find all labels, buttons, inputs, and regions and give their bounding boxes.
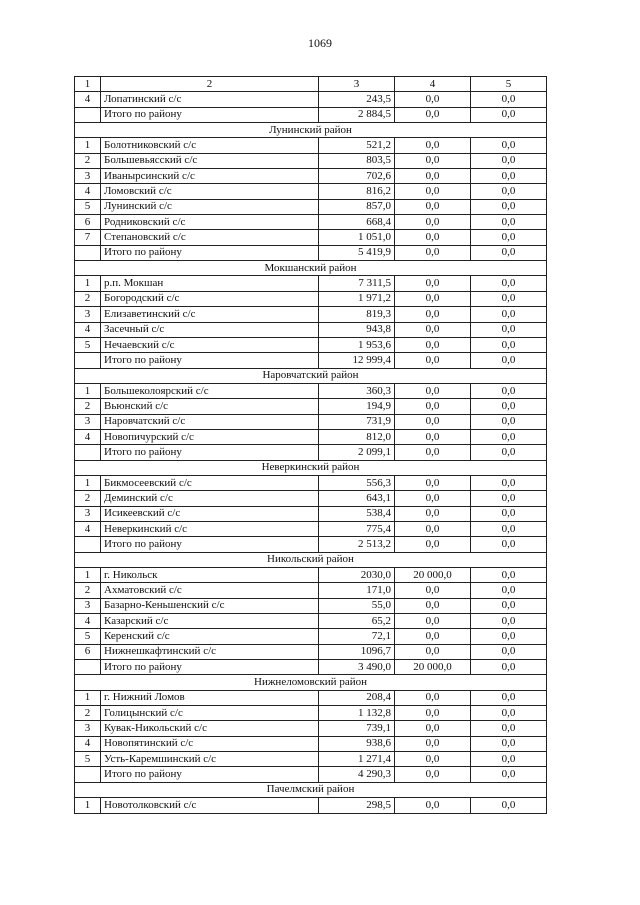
settlement-name: Новотолковский с/с	[101, 798, 319, 813]
column-3-value: 556,3	[319, 475, 395, 490]
row-number: 2	[75, 291, 101, 306]
column-4-value: 0,0	[395, 429, 471, 444]
column-4-value: 0,0	[395, 322, 471, 337]
district-heading: Пачелмский район	[75, 782, 547, 797]
settlement-name: Лопатинский с/с	[101, 92, 319, 107]
column-3-value: 739,1	[319, 721, 395, 736]
column-5-value: 0,0	[471, 798, 547, 813]
district-heading-row	[75, 460, 547, 475]
district-total-row	[75, 660, 547, 675]
settlement-name: Неверкинский с/с	[101, 521, 319, 536]
column-3-value: 731,9	[319, 414, 395, 429]
column-4-value: 0,0	[395, 291, 471, 306]
row-number: 3	[75, 721, 101, 736]
column-number-row	[75, 77, 547, 92]
settlement-name: р.п. Мокшан	[101, 276, 319, 291]
row-number: 2	[75, 153, 101, 168]
district-heading-row	[75, 261, 547, 276]
column-3-value: 1 971,2	[319, 291, 395, 306]
row-number: 5	[75, 752, 101, 767]
column-4-value: 0,0	[395, 537, 471, 552]
table-row	[75, 138, 547, 153]
settlement-name: Исикеевский с/с	[101, 506, 319, 521]
row-number: 3	[75, 169, 101, 184]
column-4-value: 0,0	[395, 598, 471, 613]
settlement-name: Вьюнский с/с	[101, 399, 319, 414]
table-row	[75, 291, 547, 306]
column-5-value: 0,0	[471, 92, 547, 107]
column-5-value: 0,0	[471, 690, 547, 705]
settlement-name: Болотниковский с/с	[101, 138, 319, 153]
table-row	[75, 568, 547, 583]
settlement-name: Бикмосеевский с/с	[101, 475, 319, 490]
column-number: 5	[471, 77, 547, 92]
column-3-value: 65,2	[319, 614, 395, 629]
column-3-value: 643,1	[319, 491, 395, 506]
district-heading: Наровчатский район	[75, 368, 547, 383]
row-number	[75, 107, 101, 122]
row-number: 2	[75, 706, 101, 721]
column-4-value: 0,0	[395, 736, 471, 751]
column-3-value: 3 490,0	[319, 660, 395, 675]
column-number: 3	[319, 77, 395, 92]
table-row	[75, 583, 547, 598]
settlement-name: Итого по району	[101, 445, 319, 460]
row-number: 3	[75, 506, 101, 521]
column-5-value: 0,0	[471, 629, 547, 644]
column-5-value: 0,0	[471, 521, 547, 536]
row-number	[75, 445, 101, 460]
column-3-value: 4 290,3	[319, 767, 395, 782]
column-3-value: 360,3	[319, 383, 395, 398]
column-4-value: 0,0	[395, 798, 471, 813]
column-5-value: 0,0	[471, 107, 547, 122]
row-number: 2	[75, 491, 101, 506]
district-total-row	[75, 445, 547, 460]
settlement-name: Родниковский с/с	[101, 215, 319, 230]
row-number: 1	[75, 475, 101, 490]
district-total-row	[75, 107, 547, 122]
table-row	[75, 491, 547, 506]
column-3-value: 171,0	[319, 583, 395, 598]
column-4-value: 0,0	[395, 169, 471, 184]
column-5-value: 0,0	[471, 752, 547, 767]
column-4-value: 0,0	[395, 690, 471, 705]
column-5-value: 0,0	[471, 138, 547, 153]
table-row	[75, 307, 547, 322]
column-4-value: 0,0	[395, 199, 471, 214]
settlement-name: Ломовский с/с	[101, 184, 319, 199]
district-heading-row	[75, 552, 547, 567]
table-row	[75, 429, 547, 444]
column-4-value: 0,0	[395, 337, 471, 352]
settlement-name: Базарно-Кеньшенский с/с	[101, 598, 319, 613]
column-3-value: 72,1	[319, 629, 395, 644]
column-5-value: 0,0	[471, 445, 547, 460]
settlement-name: Деминский с/с	[101, 491, 319, 506]
settlement-name: Наровчатский с/с	[101, 414, 319, 429]
settlement-name: Усть-Каремшинский с/с	[101, 752, 319, 767]
settlement-name: Итого по району	[101, 353, 319, 368]
column-4-value: 0,0	[395, 506, 471, 521]
table-row	[75, 92, 547, 107]
column-5-value: 0,0	[471, 153, 547, 168]
settlement-name: Большеколоярский с/с	[101, 383, 319, 398]
row-number: 7	[75, 230, 101, 245]
column-5-value: 0,0	[471, 383, 547, 398]
page-number: 1069	[308, 36, 332, 50]
table-row	[75, 614, 547, 629]
column-4-value: 0,0	[395, 721, 471, 736]
column-3-value: 812,0	[319, 429, 395, 444]
table-row	[75, 199, 547, 214]
row-number: 4	[75, 614, 101, 629]
column-5-value: 0,0	[471, 598, 547, 613]
row-number: 4	[75, 322, 101, 337]
column-3-value: 538,4	[319, 506, 395, 521]
column-3-value: 12 999,4	[319, 353, 395, 368]
column-4-value: 0,0	[395, 215, 471, 230]
table-row	[75, 706, 547, 721]
settlement-name: Новопятинский с/с	[101, 736, 319, 751]
district-heading-row	[75, 782, 547, 797]
table-row	[75, 598, 547, 613]
row-number: 3	[75, 307, 101, 322]
row-number: 1	[75, 568, 101, 583]
settlement-name: Итого по району	[101, 767, 319, 782]
row-number	[75, 353, 101, 368]
row-number: 4	[75, 429, 101, 444]
column-3-value: 702,6	[319, 169, 395, 184]
settlement-name: Ахматовский с/с	[101, 583, 319, 598]
table-row	[75, 399, 547, 414]
column-4-value: 0,0	[395, 245, 471, 260]
district-total-row	[75, 353, 547, 368]
row-number: 2	[75, 399, 101, 414]
row-number: 5	[75, 629, 101, 644]
column-3-value: 819,3	[319, 307, 395, 322]
settlement-name: Керенский с/с	[101, 629, 319, 644]
column-3-value: 1 271,4	[319, 752, 395, 767]
district-heading: Мокшанский район	[75, 261, 547, 276]
table-row	[75, 337, 547, 352]
column-4-value: 0,0	[395, 644, 471, 659]
row-number: 6	[75, 215, 101, 230]
column-3-value: 1 953,6	[319, 337, 395, 352]
column-3-value: 668,4	[319, 215, 395, 230]
settlement-name: Казарский с/с	[101, 614, 319, 629]
column-3-value: 2030,0	[319, 568, 395, 583]
column-3-value: 1 132,8	[319, 706, 395, 721]
district-total-row	[75, 245, 547, 260]
column-5-value: 0,0	[471, 215, 547, 230]
district-heading-row	[75, 123, 547, 138]
column-5-value: 0,0	[471, 644, 547, 659]
column-4-value: 0,0	[395, 153, 471, 168]
column-4-value: 0,0	[395, 475, 471, 490]
column-3-value: 5 419,9	[319, 245, 395, 260]
column-4-value: 0,0	[395, 767, 471, 782]
column-4-value: 0,0	[395, 307, 471, 322]
district-total-row	[75, 767, 547, 782]
row-number: 4	[75, 92, 101, 107]
column-5-value: 0,0	[471, 706, 547, 721]
settlement-name: Нечаевский с/с	[101, 337, 319, 352]
settlement-name: Итого по району	[101, 107, 319, 122]
column-3-value: 1 051,0	[319, 230, 395, 245]
column-4-value: 0,0	[395, 276, 471, 291]
column-3-value: 803,5	[319, 153, 395, 168]
row-number: 4	[75, 521, 101, 536]
column-3-value: 208,4	[319, 690, 395, 705]
settlement-name: Иванырсинский с/с	[101, 169, 319, 184]
column-number: 1	[75, 77, 101, 92]
row-number: 1	[75, 690, 101, 705]
column-number: 4	[395, 77, 471, 92]
row-number	[75, 245, 101, 260]
table-row	[75, 644, 547, 659]
column-3-value: 298,5	[319, 798, 395, 813]
column-4-value: 0,0	[395, 414, 471, 429]
column-5-value: 0,0	[471, 660, 547, 675]
column-5-value: 0,0	[471, 721, 547, 736]
table-row	[75, 629, 547, 644]
district-heading: Нижнеломовский район	[75, 675, 547, 690]
column-3-value: 243,5	[319, 92, 395, 107]
settlement-name: Нижнешкафтинский с/с	[101, 644, 319, 659]
column-5-value: 0,0	[471, 614, 547, 629]
row-number: 4	[75, 184, 101, 199]
column-4-value: 0,0	[395, 230, 471, 245]
column-4-value: 0,0	[395, 752, 471, 767]
row-number: 2	[75, 583, 101, 598]
column-5-value: 0,0	[471, 337, 547, 352]
column-4-value: 0,0	[395, 92, 471, 107]
row-number: 1	[75, 798, 101, 813]
row-number	[75, 660, 101, 675]
column-3-value: 943,8	[319, 322, 395, 337]
column-5-value: 0,0	[471, 475, 547, 490]
column-3-value: 2 099,1	[319, 445, 395, 460]
column-5-value: 0,0	[471, 491, 547, 506]
settlement-name: г. Нижний Ломов	[101, 690, 319, 705]
settlement-name: Итого по району	[101, 245, 319, 260]
table-row	[75, 169, 547, 184]
table-row	[75, 383, 547, 398]
table-row	[75, 153, 547, 168]
column-4-value: 0,0	[395, 353, 471, 368]
column-3-value: 7 311,5	[319, 276, 395, 291]
column-4-value: 20 000,0	[395, 660, 471, 675]
column-4-value: 0,0	[395, 629, 471, 644]
row-number: 1	[75, 276, 101, 291]
settlement-name: Большевьясский с/с	[101, 153, 319, 168]
column-3-value: 1096,7	[319, 644, 395, 659]
table-row	[75, 736, 547, 751]
column-3-value: 2 513,2	[319, 537, 395, 552]
district-heading: Никольский район	[75, 552, 547, 567]
column-3-value: 2 884,5	[319, 107, 395, 122]
column-4-value: 0,0	[395, 521, 471, 536]
column-3-value: 775,4	[319, 521, 395, 536]
budget-table	[74, 76, 547, 814]
settlement-name: Итого по району	[101, 660, 319, 675]
row-number	[75, 767, 101, 782]
row-number: 5	[75, 199, 101, 214]
column-5-value: 0,0	[471, 169, 547, 184]
settlement-name: Голицынский с/с	[101, 706, 319, 721]
column-4-value: 0,0	[395, 107, 471, 122]
column-3-value: 816,2	[319, 184, 395, 199]
table-row	[75, 690, 547, 705]
column-5-value: 0,0	[471, 568, 547, 583]
column-5-value: 0,0	[471, 199, 547, 214]
row-number: 1	[75, 138, 101, 153]
district-heading: Неверкинский район	[75, 460, 547, 475]
column-5-value: 0,0	[471, 583, 547, 598]
table-row	[75, 322, 547, 337]
district-total-row	[75, 537, 547, 552]
column-5-value: 0,0	[471, 322, 547, 337]
row-number: 6	[75, 644, 101, 659]
settlement-name: Новопичурский с/с	[101, 429, 319, 444]
row-number: 4	[75, 736, 101, 751]
settlement-name: Елизаветинский с/с	[101, 307, 319, 322]
row-number	[75, 537, 101, 552]
settlement-name: г. Никольск	[101, 568, 319, 583]
column-4-value: 0,0	[395, 399, 471, 414]
column-4-value: 0,0	[395, 383, 471, 398]
table-row	[75, 752, 547, 767]
column-5-value: 0,0	[471, 353, 547, 368]
table-row	[75, 475, 547, 490]
table-row	[75, 215, 547, 230]
column-3-value: 194,9	[319, 399, 395, 414]
column-3-value: 857,0	[319, 199, 395, 214]
column-5-value: 0,0	[471, 506, 547, 521]
table-row	[75, 184, 547, 199]
column-4-value: 0,0	[395, 184, 471, 199]
settlement-name: Степановский с/с	[101, 230, 319, 245]
table-body	[75, 77, 547, 814]
row-number: 3	[75, 598, 101, 613]
row-number: 1	[75, 383, 101, 398]
district-heading-row	[75, 368, 547, 383]
column-5-value: 0,0	[471, 307, 547, 322]
column-4-value: 0,0	[395, 583, 471, 598]
table-row	[75, 798, 547, 813]
column-5-value: 0,0	[471, 291, 547, 306]
column-4-value: 0,0	[395, 614, 471, 629]
column-5-value: 0,0	[471, 399, 547, 414]
settlement-name: Засечный с/с	[101, 322, 319, 337]
table-row	[75, 521, 547, 536]
column-5-value: 0,0	[471, 230, 547, 245]
column-4-value: 0,0	[395, 445, 471, 460]
column-5-value: 0,0	[471, 736, 547, 751]
column-5-value: 0,0	[471, 767, 547, 782]
settlement-name: Итого по району	[101, 537, 319, 552]
column-number: 2	[101, 77, 319, 92]
column-5-value: 0,0	[471, 184, 547, 199]
column-5-value: 0,0	[471, 276, 547, 291]
row-number: 5	[75, 337, 101, 352]
settlement-name: Лунинский с/с	[101, 199, 319, 214]
settlement-name: Кувак-Никольский с/с	[101, 721, 319, 736]
column-4-value: 20 000,0	[395, 568, 471, 583]
column-3-value: 521,2	[319, 138, 395, 153]
district-heading: Лунинский район	[75, 123, 547, 138]
table-row	[75, 414, 547, 429]
column-3-value: 55,0	[319, 598, 395, 613]
column-4-value: 0,0	[395, 138, 471, 153]
table-row	[75, 506, 547, 521]
column-4-value: 0,0	[395, 706, 471, 721]
row-number: 3	[75, 414, 101, 429]
table-row	[75, 721, 547, 736]
column-4-value: 0,0	[395, 491, 471, 506]
settlement-name: Богородский с/с	[101, 291, 319, 306]
column-3-value: 938,6	[319, 736, 395, 751]
column-5-value: 0,0	[471, 414, 547, 429]
column-5-value: 0,0	[471, 537, 547, 552]
column-5-value: 0,0	[471, 429, 547, 444]
district-heading-row	[75, 675, 547, 690]
table-row	[75, 230, 547, 245]
column-5-value: 0,0	[471, 245, 547, 260]
table-row	[75, 276, 547, 291]
